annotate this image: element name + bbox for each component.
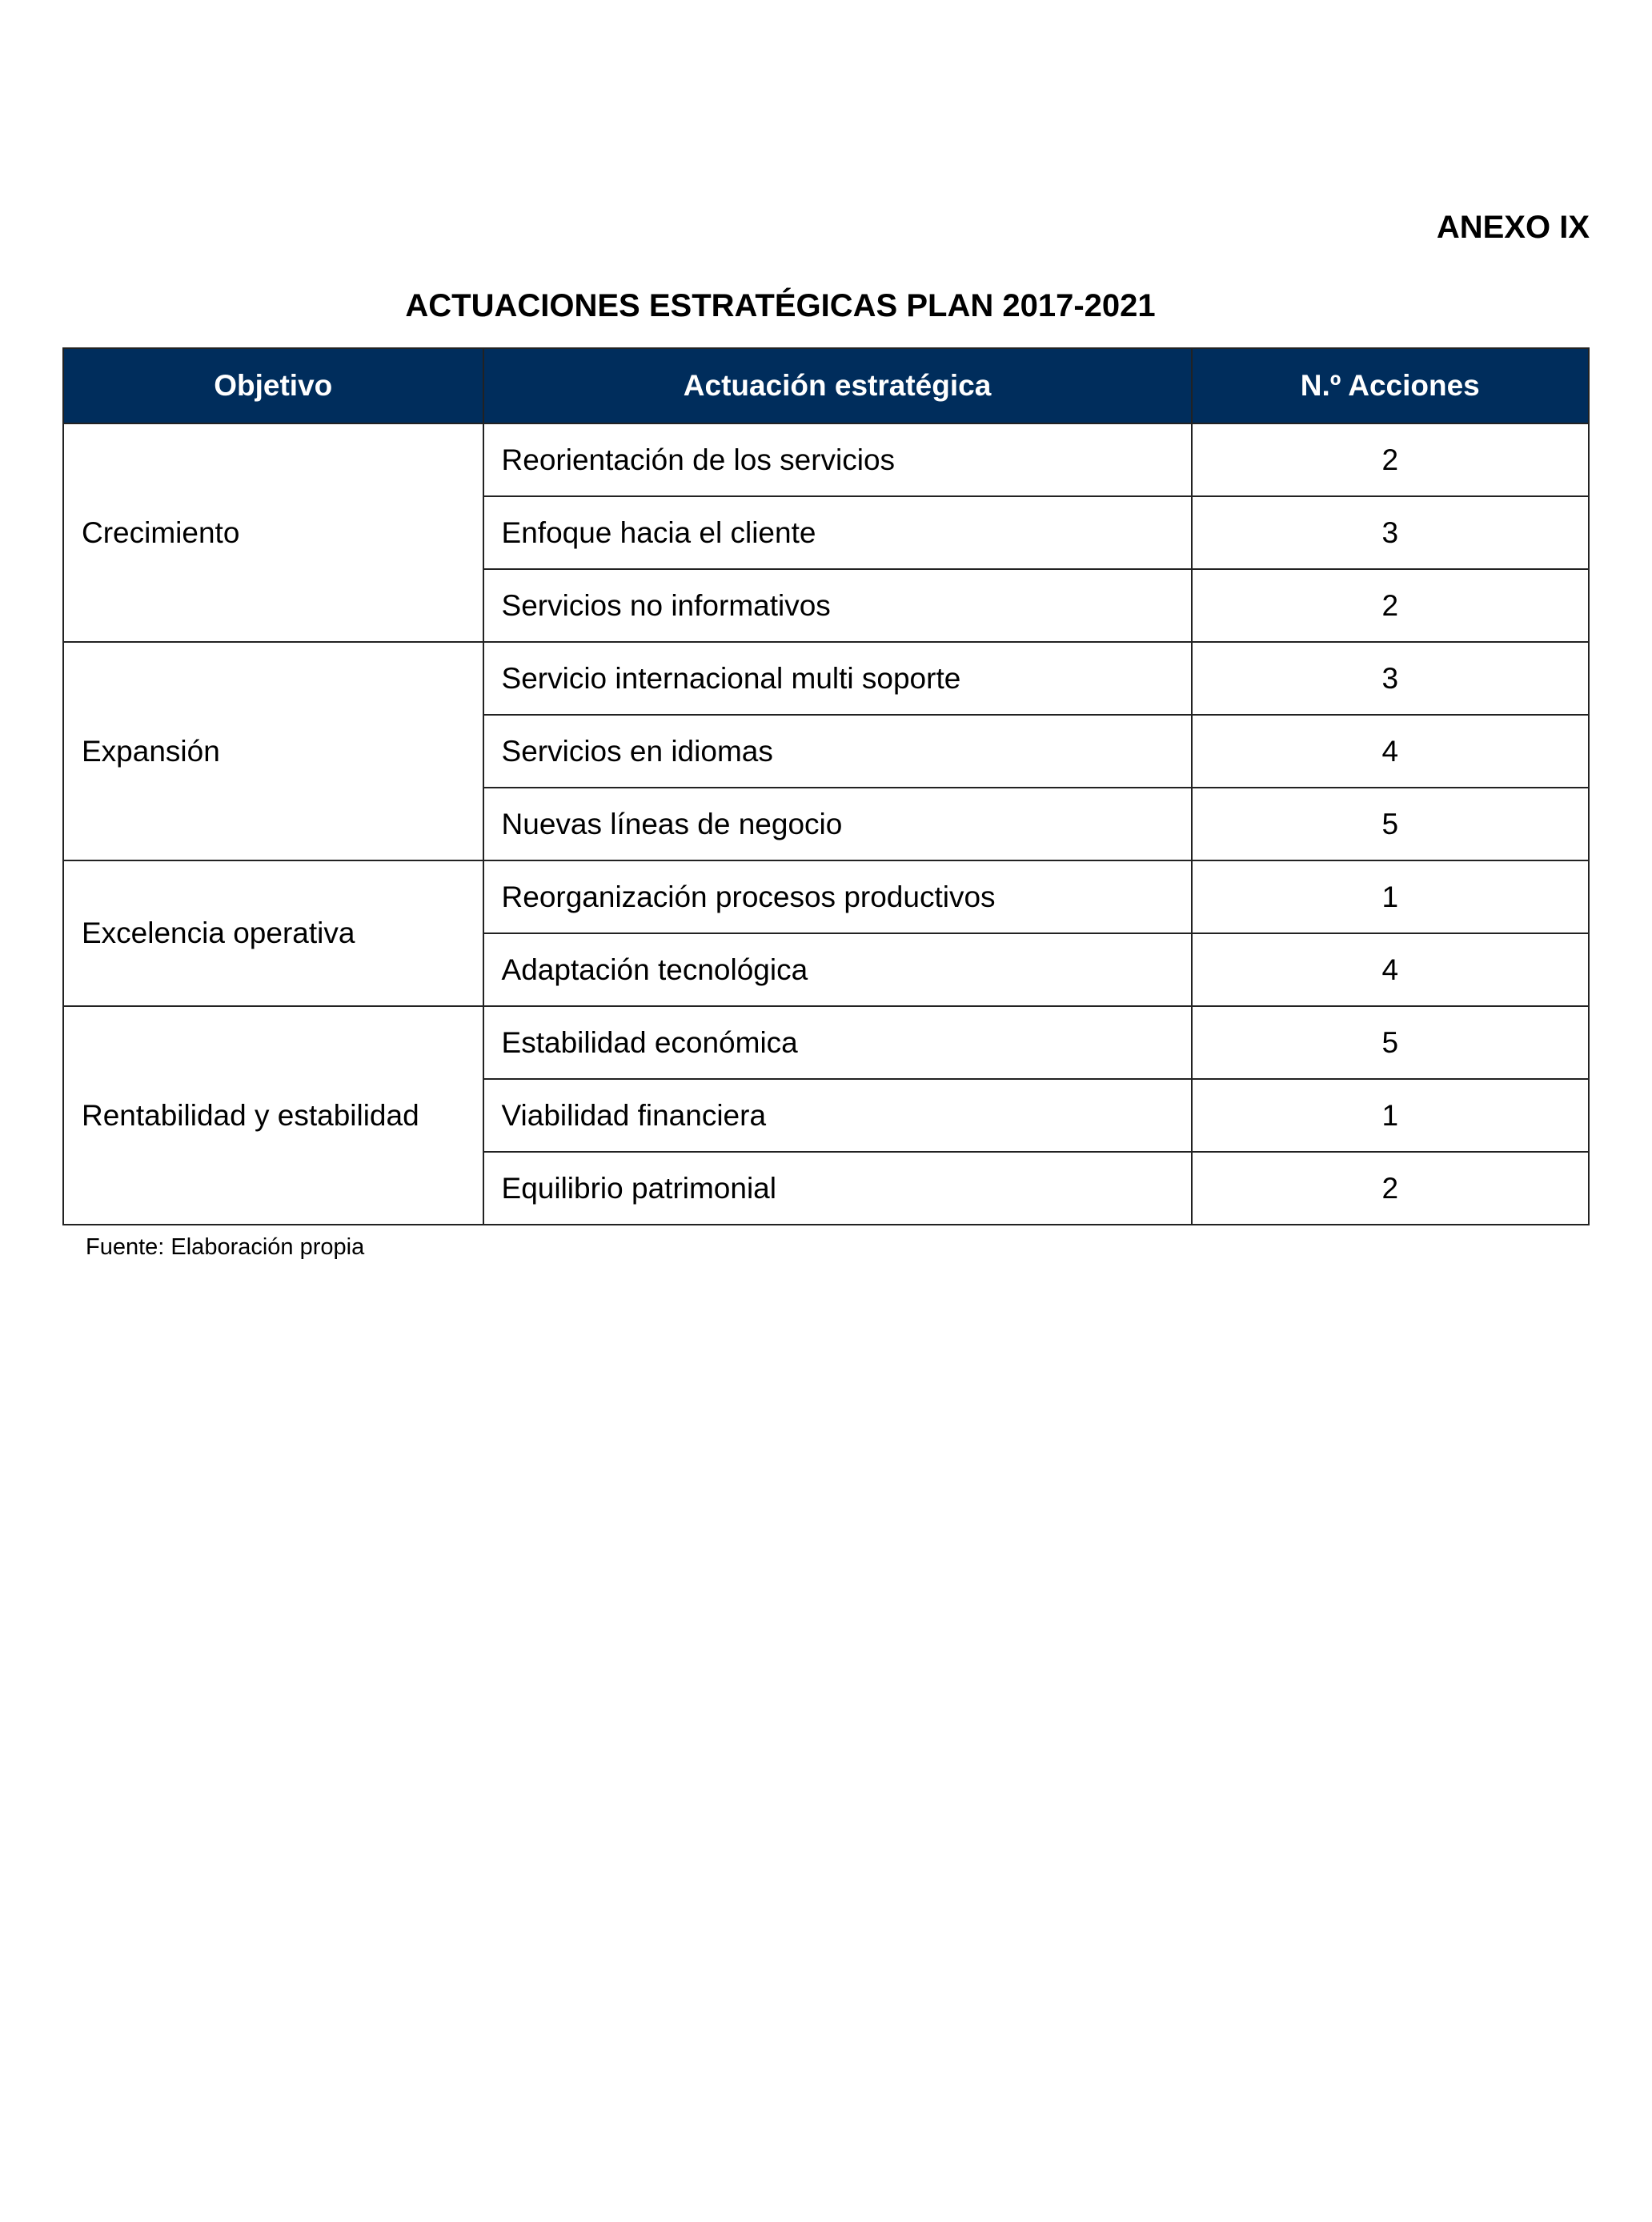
header-objetivo: Objetivo (63, 348, 483, 423)
action-cell: Reorientación de los servicios (483, 423, 1192, 496)
objective-cell: Rentabilidad y estabilidad (63, 1006, 483, 1225)
action-cell: Servicios en idiomas (483, 715, 1192, 788)
table-row (63, 642, 1589, 715)
annex-label: ANEXO IX (1436, 210, 1590, 245)
action-cell: Equilibrio patrimonial (483, 1152, 1192, 1225)
action-cell: Adaptación tecnológica (483, 933, 1192, 1006)
count-cell: 2 (1192, 569, 1589, 642)
table-row (63, 1006, 1589, 1079)
table-row (63, 860, 1589, 933)
count-cell: 5 (1192, 788, 1589, 860)
action-cell: Estabilidad económica (483, 1006, 1192, 1079)
header-acciones: N.º Acciones (1192, 348, 1589, 423)
document-title: ACTUACIONES ESTRATÉGICAS PLAN 2017-2021 (405, 288, 1156, 323)
table-row (63, 423, 1589, 496)
count-cell: 2 (1192, 1152, 1589, 1225)
count-cell: 5 (1192, 1006, 1589, 1079)
objective-cell: Excelencia operativa (63, 860, 483, 1006)
objective-cell: Crecimiento (63, 423, 483, 642)
count-cell: 2 (1192, 423, 1589, 496)
count-cell: 3 (1192, 496, 1589, 569)
objective-cell: Expansión (63, 642, 483, 860)
source-note: Fuente: Elaboración propia (86, 1234, 365, 1260)
count-cell: 3 (1192, 642, 1589, 715)
header-actuacion: Actuación estratégica (483, 348, 1192, 423)
count-cell: 1 (1192, 1079, 1589, 1152)
table-header-row (63, 348, 1589, 423)
strategic-actions-table (62, 347, 1590, 1225)
action-cell: Servicios no informativos (483, 569, 1192, 642)
count-cell: 1 (1192, 860, 1589, 933)
action-cell: Nuevas líneas de negocio (483, 788, 1192, 860)
action-cell: Viabilidad financiera (483, 1079, 1192, 1152)
action-cell: Reorganización procesos productivos (483, 860, 1192, 933)
action-cell: Enfoque hacia el cliente (483, 496, 1192, 569)
count-cell: 4 (1192, 933, 1589, 1006)
count-cell: 4 (1192, 715, 1589, 788)
action-cell: Servicio internacional multi soporte (483, 642, 1192, 715)
